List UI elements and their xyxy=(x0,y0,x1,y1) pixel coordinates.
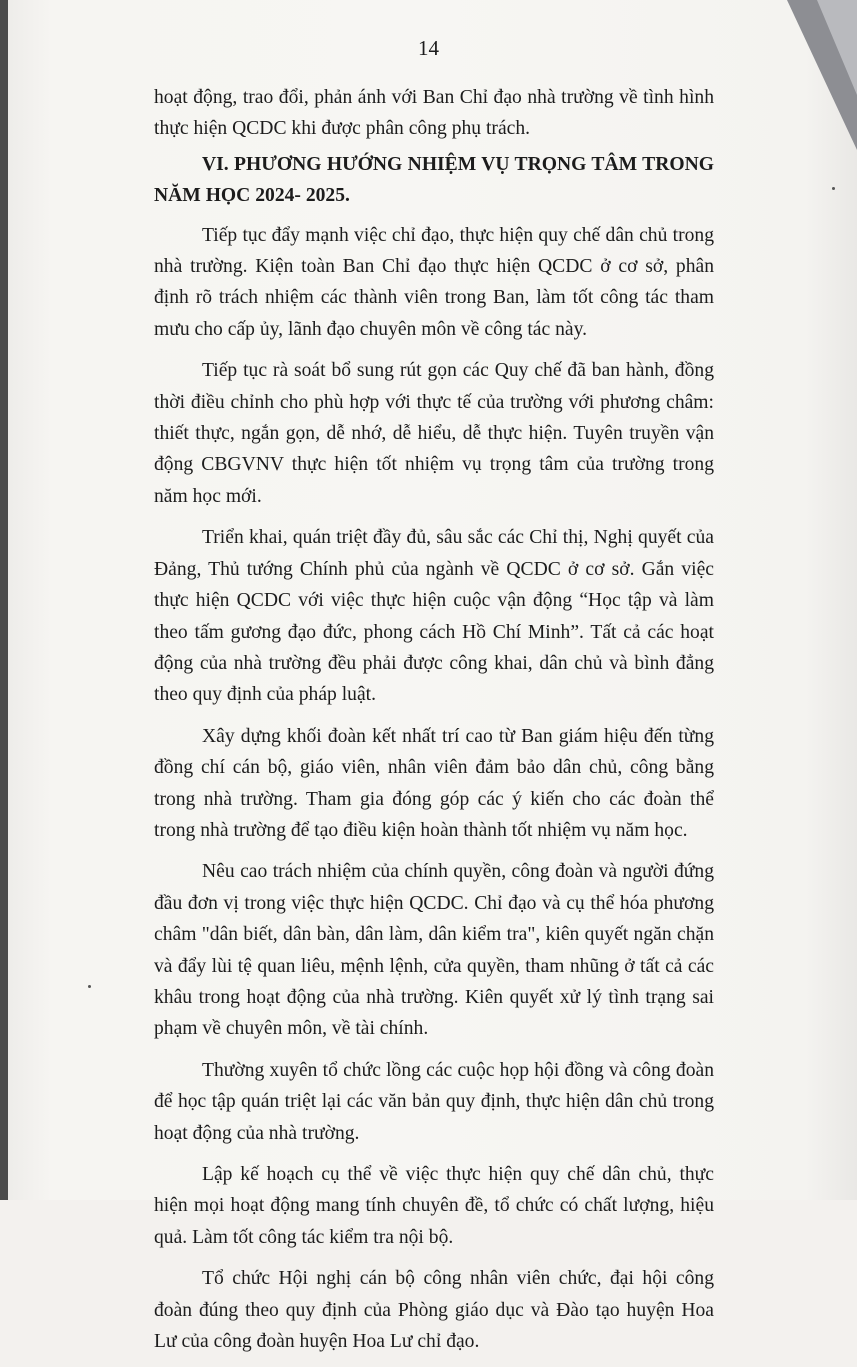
paragraph-4: Xây dựng khối đoàn kết nhất trí cao từ Ban giám hiệu đến từng đồng chí cán bộ, giáo viên, nhân viên đảm bảo dân chủ, công bằng trong nhà trường. Tham gia đóng góp các ý kiến cho các đoàn thể trong nhà trường để tạo điều kiện hoàn thành tốt nhiệm vụ năm học. xyxy=(154,725,714,841)
paragraph-6: Thường xuyên tổ chức lồng các cuộc họp hội đồng và công đoàn để học tập quán triệt lại các văn bản quy định, thực hiện dân chủ trong hoạt động của nhà trường. xyxy=(154,1059,714,1144)
paragraph-1: Tiếp tục đẩy mạnh việc chỉ đạo, thực hiện quy chế dân chủ trong nhà trường. Kiện toàn Ban Chỉ đạo thực hiện QCDC ở cơ sở, phân định rõ trách nhiệm các thành viên trong Ban, làm tốt công tác tham mưu cho cấp ủy, lãnh đạo chuyên môn về công tác này. xyxy=(154,224,714,340)
scan-speck xyxy=(832,187,835,190)
scan-left-edge xyxy=(0,0,8,1200)
section-heading: VI. PHƯƠNG HƯỚNG NHIỆM VỤ TRỌNG TÂM TRONG NĂM HỌC 2024- 2025. xyxy=(154,153,714,207)
scan-speck xyxy=(88,985,91,988)
paragraph-7: Lập kế hoạch cụ thể về việc thực hiện quy chế dân chủ, thực hiện mọi hoạt động mang tính chuyên đề, tổ chức có chất lượng, hiệu quả. Làm tốt công tác kiểm tra nội bộ. xyxy=(154,1164,714,1248)
document-body xyxy=(154,82,714,1367)
paragraph-5: Nêu cao trách nhiệm của chính quyền, công đoàn và người đứng đầu đơn vị trong việc thực hiện QCDC. Chỉ đạo và cụ thể hóa phương châm "dân biết, dân bàn, dân làm, dân kiểm tra", kiên quyết ngăn chặn và đẩy lùi tệ quan liêu, mệnh lệnh, cửa quyền, tham nhũng ở tất cả các khâu trong hoạt động của nhà trường. Kiên quyết xử lý tình trạng sai phạm về chuyên môn, về tài chính. xyxy=(154,861,714,1040)
paragraph-2: Tiếp tục rà soát bổ sung rút gọn các Quy chế đã ban hành, đồng thời điều chỉnh cho phù hợp với thực tế của trường với phương châm: thiết thực, ngắn gọn, dễ nhớ, dễ hiểu, dễ thực hiện. Tuyên truyền vận động CBGVNV thực hiện tốt nhiệm vụ trọng tâm của trường trong năm học mới. xyxy=(154,360,714,507)
page-number: 14 xyxy=(418,36,439,60)
intro-paragraph: hoạt động, trao đổi, phản ánh với Ban Chỉ đạo nhà trường về tình hình thực hiện QCDC khi được phân công phụ trách. xyxy=(154,87,714,140)
paragraph-8: Tổ chức Hội nghị cán bộ công nhân viên chức, đại hội công đoàn đúng theo quy định của Phòng giáo dục và Đào tạo huyện Hoa Lư của công đoàn huyện Hoa Lư chỉ đạo. xyxy=(154,1268,714,1353)
paragraph-3: Triển khai, quán triệt đầy đủ, sâu sắc các Chỉ thị, Nghị quyết của Đảng, Thủ tướng Chính phủ của ngành về QCDC ở cơ sở. Gắn việc thực hiện QCDC với việc thực hiện cuộc vận động “Học tập và làm theo tấm gương đạo đức, phong cách Hồ Chí Minh”. Tất cả các hoạt động của nhà trường đều phải được công khai, dân chủ và bình đẳng theo quy định của pháp luật. xyxy=(154,527,714,706)
